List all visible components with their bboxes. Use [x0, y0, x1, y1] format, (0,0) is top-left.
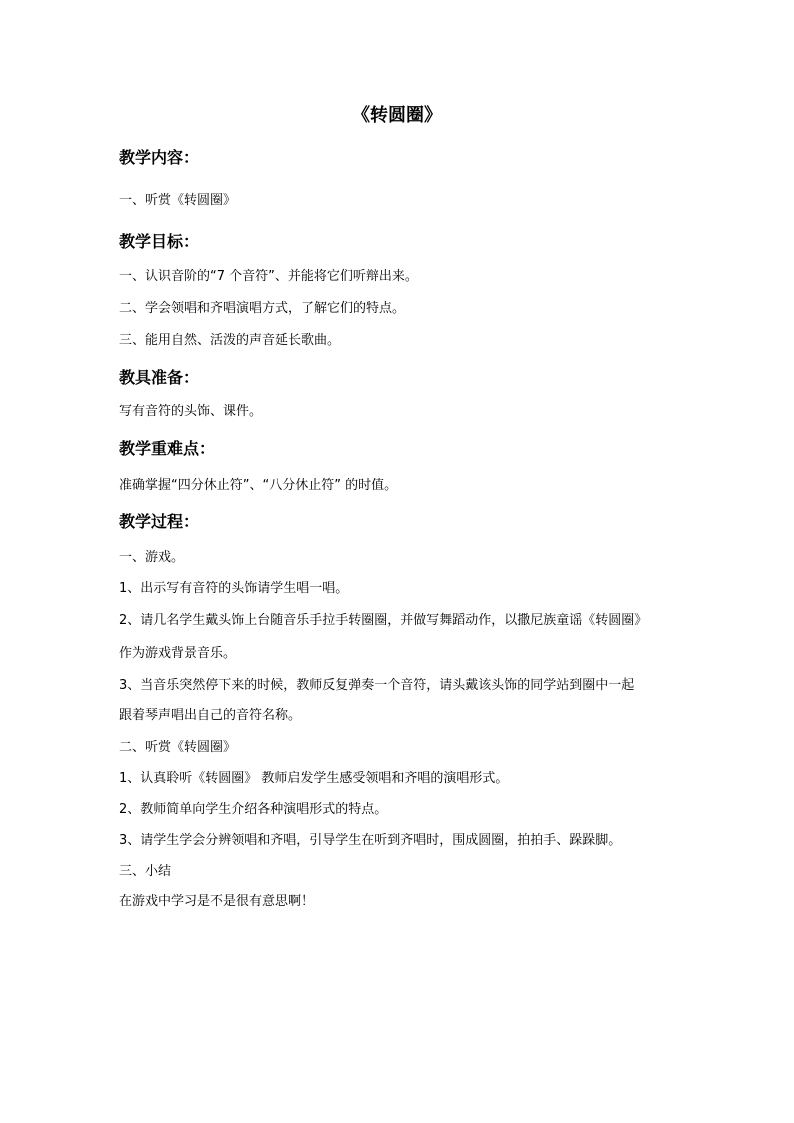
process-line-5: 3、当音乐突然停下来的时候，教师反复弹奏一个音符，请头戴该头饰的同学站到圈中一起	[119, 678, 635, 693]
content-line-1: 一、听赏《转圆圈》	[119, 193, 237, 208]
section-heading-prep: 教具准备：	[119, 368, 200, 387]
key-line-1: 准确掌握“四分休止符”、“八分休止符” 的时值。	[119, 478, 398, 493]
process-line-11: 三、小结	[119, 864, 172, 879]
process-line-2: 1、出示写有音符的头饰请学生唱一唱。	[119, 581, 349, 596]
goals-line-2: 二、学会领唱和齐唱演唱方式，了解它们的特点。	[119, 301, 406, 316]
document-title: 《转圆圈》	[352, 105, 442, 126]
process-line-12: 在游戏中学习是不是很有意思啊！	[119, 894, 315, 909]
section-heading-key: 教学重难点：	[119, 439, 216, 458]
process-line-9: 2、教师简单向学生介绍各种演唱形式的特点。	[119, 802, 388, 817]
goals-line-3: 三、能用自然、活泼的声音延长歌曲。	[119, 333, 341, 348]
prep-line-1: 写有音符的头饰、课件。	[119, 404, 263, 419]
process-line-8: 1、认真聆听《转圆圈》 教师启发学生感受领唱和齐唱的演唱形式。	[119, 771, 509, 786]
process-line-6: 跟着琴声唱出自己的音符名称。	[119, 708, 302, 723]
process-line-7: 二、听赏《转圆圈》	[119, 740, 237, 755]
section-heading-process: 教学过程：	[119, 512, 200, 531]
process-line-1: 一、游戏。	[119, 550, 185, 565]
goals-line-1: 一、认识音阶的“7 个音符”、并能将它们听辩出来。	[119, 269, 418, 284]
section-heading-content: 教学内容：	[119, 148, 200, 167]
section-heading-goals: 教学目标：	[119, 232, 200, 251]
process-line-4: 作为游戏背景音乐。	[119, 646, 237, 661]
process-line-3: 2、请几名学生戴头饰上台随音乐手拉手转圈圈，并做写舞蹈动作，以撒尼族童谣《转圆圈》	[119, 613, 648, 628]
process-line-10: 3、请学生学会分辨领唱和齐唱，引导学生在听到齐唱时，围成圆圈，拍拍手、跺跺脚。	[119, 833, 622, 848]
